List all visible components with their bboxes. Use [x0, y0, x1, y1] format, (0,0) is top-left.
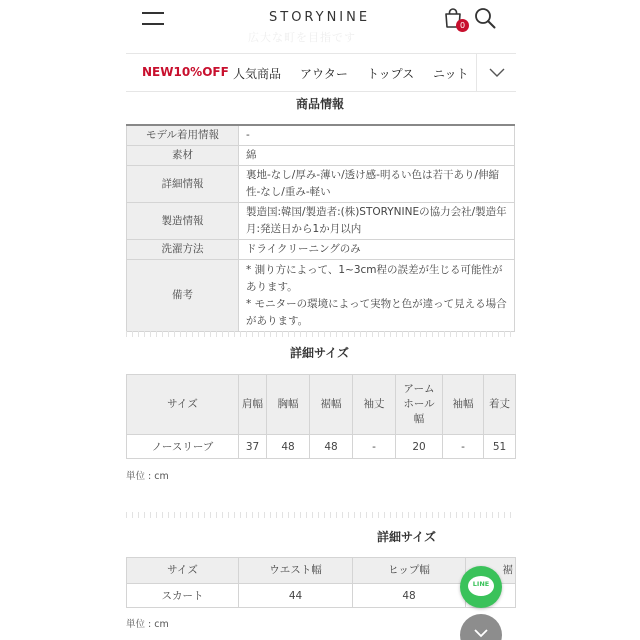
header-cell: 袖丈	[353, 375, 396, 435]
chevron-down-icon	[474, 628, 488, 638]
nav-item-new-sale[interactable]: NEW10%OFF	[142, 65, 229, 79]
cell: 48	[353, 584, 466, 608]
nav-item-outer[interactable]: アウター	[300, 67, 348, 81]
app-header	[126, 0, 516, 54]
cell: スカート	[127, 584, 239, 608]
row-value: -	[239, 125, 515, 146]
row-label: 素材	[127, 146, 239, 166]
row-label: 備考	[127, 260, 239, 332]
table-row	[127, 260, 515, 332]
cell: 48	[267, 435, 310, 459]
table-row	[127, 146, 515, 166]
table-header-row	[127, 558, 516, 584]
note-line: * モニターの環境によって実物と色が違って見える場合があります。	[246, 297, 507, 327]
header-cell: 肩幅	[239, 375, 267, 435]
table-row	[127, 584, 516, 608]
divider	[126, 331, 515, 337]
note-line: * 測り方によって、1~3cm程の誤差が生じる可能性があります。	[246, 263, 503, 293]
header-cell: ウエスト幅	[239, 558, 353, 584]
store-logo[interactable]: STORYNINE	[269, 10, 371, 25]
table-row	[127, 203, 515, 240]
search-button[interactable]	[474, 7, 498, 31]
cell: 48	[310, 435, 353, 459]
scroll-down-button[interactable]	[460, 614, 502, 640]
cell: 37	[239, 435, 267, 459]
header-cell: サイズ	[127, 375, 239, 435]
row-label: 製造情報	[127, 203, 239, 240]
line-label: LINE	[472, 580, 490, 588]
row-label: 詳細情報	[127, 166, 239, 203]
unit-label: 単位 : cm	[126, 471, 169, 482]
product-info-table	[126, 124, 515, 332]
row-label: 洗濯方法	[127, 240, 239, 260]
header-cell: 裾	[466, 558, 516, 584]
row-value	[239, 260, 515, 332]
search-icon	[474, 7, 496, 29]
table-row	[127, 240, 515, 260]
size-detail-title: 詳細サイズ	[377, 530, 437, 544]
nav-item-popular[interactable]: 人気商品	[233, 67, 282, 81]
category-nav	[126, 54, 516, 92]
watermark-text: 広大な町を目指です	[248, 31, 356, 44]
header-cell: アームホール幅	[396, 375, 443, 435]
size-table-skirt	[126, 557, 516, 608]
row-label: モデル着用情報	[127, 125, 239, 146]
table-row	[127, 166, 515, 203]
row-value: 綿	[239, 146, 515, 166]
cell: -	[443, 435, 484, 459]
product-info-title: 商品情報	[296, 97, 345, 111]
chevron-down-icon	[489, 66, 505, 78]
menu-icon[interactable]	[142, 10, 166, 26]
cart-count-badge: 0	[456, 19, 469, 32]
nav-item-tops[interactable]: トップス	[367, 67, 415, 81]
cell: 51	[484, 435, 516, 459]
line-chat-button[interactable]	[460, 566, 502, 608]
header-cell: ヒップ幅	[353, 558, 466, 584]
cell: 44	[239, 584, 353, 608]
header-cell: 胸幅	[267, 375, 310, 435]
cell: 20	[396, 435, 443, 459]
header-cell: サイズ	[127, 558, 239, 584]
cell: -	[353, 435, 396, 459]
size-table-sleeveless	[126, 374, 516, 459]
header-cell: 袖幅	[443, 375, 484, 435]
row-value: ドライクリーニングのみ	[239, 240, 515, 260]
divider	[126, 512, 515, 518]
nav-expand-button[interactable]	[476, 54, 516, 92]
size-detail-title: 詳細サイズ	[290, 346, 350, 360]
table-row	[127, 125, 515, 146]
cell: ノースリーブ	[127, 435, 239, 459]
header-cell: 着丈	[484, 375, 516, 435]
unit-label: 単位 : cm	[126, 619, 169, 630]
cart-button[interactable]	[444, 8, 466, 32]
row-value: 製造国:韓国/製造者:(株)STORYNINEの協力会社/製造年月:発送日から1か月以内	[239, 203, 515, 240]
table-row	[127, 435, 516, 459]
table-header-row	[127, 375, 516, 435]
row-value: 裏地-なし/厚み-薄い/透け感-明るい色は若干あり/伸縮性-なし/重み-軽い	[239, 166, 515, 203]
header-cell: 裾幅	[310, 375, 353, 435]
nav-item-knit[interactable]: ニット	[433, 67, 469, 81]
